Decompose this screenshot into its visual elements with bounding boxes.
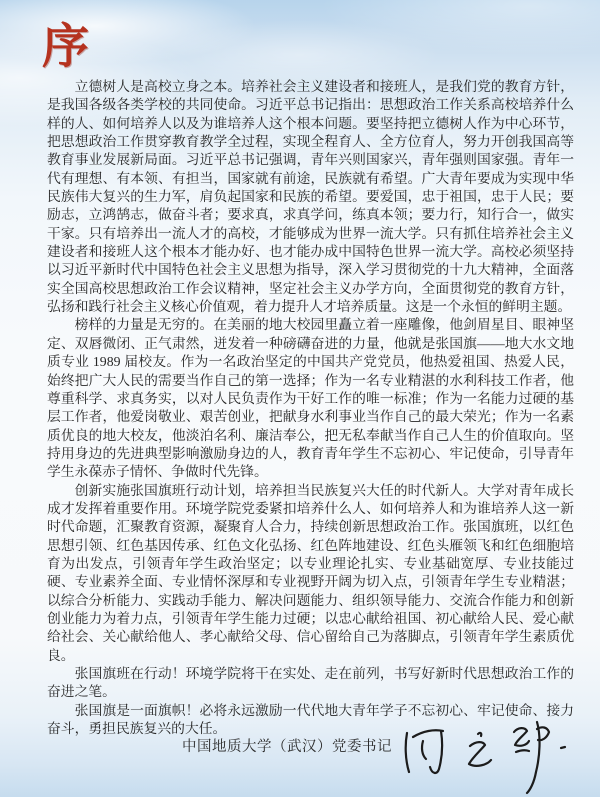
signature-affiliation: 中国地质大学（武汉）党委书记 (182, 739, 392, 755)
paragraph-action-plan: 创新实施张国旗班行动计划，培养担当民族复兴大任的时代新人。大学对青年成长成才发挥着重要作用。环境学院党委紧扣培养什么人、如何培养人和为谁培养人这一新时代命题，汇聚教育资源，凝聚育人合力，持续创新思想政治工作。张国旗班，以红色思想引领、红色基因传承、红色文化弘扬、红色阵地建设、红色头雁领飞和红色细胞培育为出发点，引领青年学生政治坚定；以专业理论扎实、专业基础宽厚、专业技能过硬、专业素养全面、专业情怀深厚和专业视野开阔为切入点，引领青年学生专业精湛；以综合分析能力、实践动手能力、解决问题能力、组织领导能力、交流合作能力和创新创业能力为着力点，引领青年学生能力过硬；以忠心献给祖国、初心献给人民、爱心献给社会、关心献给他人、孝心献给父母、信心留给自己为落脚点，引领青年学生素质优良。 (47, 482, 574, 663)
handwritten-signature-icon (398, 714, 570, 796)
preface-body (47, 78, 574, 738)
paragraph-ideology: 立德树人是高校立身之本。培养社会主义建设者和接班人，是我们党的教育方针，是我国各级各类学校的共同使命。习近平总书记指出：思想政治工作关系高校培养什么样的人、如何培养人以及为谁培养人这个根本问题。要坚持把立德树人作为中心环节，把思想政治工作贯穿教育教学全过程，实现全程育人、全方位育人，努力开创我国高等教育事业发展新局面。习近平总书记强调，青年兴则国家兴，青年强则国家强。青年一代有理想、有本领、有担当，国家就有前途，民族就有希望。广大青年要成为实现中华民族伟大复兴的生力军，肩负起国家和民族的希望。要爱国，忠于祖国，忠于人民；要励志，立鸿鹄志，做奋斗者；要求真，求真学问，练真本领；要力行，知行合一，做实干家。只有培养出一流人才的高校，才能够成为世界一流大学。只有抓住培养社会主义建设者和接班人这个根本才能办好、也才能办成中国特色世界一流大学。高校必须坚持以习近平新时代中国特色社会主义思想为指导，深入学习贯彻党的十九大精神，全面落实全国高校思想政治工作会议精神，坚定社会主义办学方向，全面贯彻党的教育方针，弘扬和践行社会主义核心价值观，着力提升人才培养质量。这是一个永恒的鲜明主题。 (47, 79, 574, 315)
paragraph-role-model: 榜样的力量是无穷的。在美丽的地大校园里矗立着一座雕像，他剑眉星目、眼神坚定、双唇微闭、正气肃然，迸发着一种磅礴奋进的力量，他就是张国旗——地大水文地质专业 1989 届校友。作为一名政治坚定的中国共产党党员，他热爱祖国、热爱人民，始终把广大人民的需要当作自己的第一选择；作为一名专业精湛的水利科技工作者，他尊重科学、求真务实，以对人民负责作为干好工作的唯一标准；作为一名能力过硬的基层工作者，他爱岗敬业、艰苦创业，把献身水利事业当作自己的最大荣光；作为一名素质优良的地大校友，他淡泊名利、廉洁奉公，把无私奉献当作自己人生的价值取向。坚持用身边的先进典型影响激励身边的人，教育青年学生不忘初心、牢记使命，引导青年学生永葆赤子情怀、争做时代先锋。 (47, 317, 574, 480)
preface-title: 序 (42, 20, 89, 74)
paragraph-banner: 张国旗是一面旗帜！必将永远激励一代代地大青年学子不忘初心、牢记使命、接力奋斗，勇担民族复兴的大任。 (47, 702, 574, 737)
paragraph-in-action: 张国旗班在行动！环境学院将干在实处、走在前列，书写好新时代思想政治工作的奋进之笔。 (47, 666, 574, 700)
signature-row (0, 712, 600, 797)
